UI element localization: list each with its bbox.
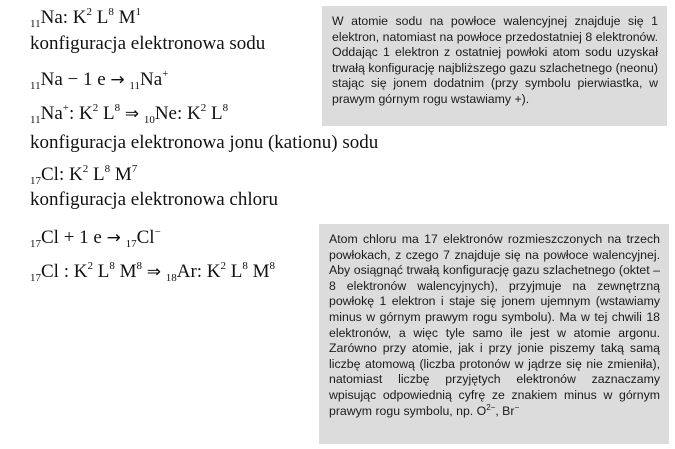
shell-count: 8 xyxy=(108,6,114,18)
shell-label: L xyxy=(92,261,110,282)
element-symbol: Cl : K xyxy=(41,261,88,282)
shell-count: 8 xyxy=(242,260,248,272)
sodium-explanation-text: W atomie sodu na powłoce walencyjnej znajduje się 1 elektron, natomiast na powłoce przedostatniej 8 elektronów. Oddając 1 elektron z ostatniej powłoki atom sodu uzyskał trwałą konfigurację najbliższego gazu szlachetnego (neonu) stając się jonem dodatnim (przy symbolu pierwiastka, w prawym górnym rogu wstawiamy +). xyxy=(332,14,658,106)
implies-arrow-icon: ⇒ xyxy=(146,262,161,282)
shell-count: 2 xyxy=(220,260,227,272)
shell-count: 8 xyxy=(222,102,229,114)
reaction-arrow-icon: → xyxy=(110,70,125,90)
element-symbol: Ar: K xyxy=(176,261,221,282)
shell-label: L xyxy=(206,103,223,124)
atomic-number: 11 xyxy=(129,80,140,92)
shell-label: : K xyxy=(62,7,87,28)
shell-count: 8 xyxy=(269,260,276,272)
cl-ionization-equation xyxy=(30,226,161,250)
element-symbol: Na xyxy=(140,69,163,90)
cl-configuration xyxy=(30,163,138,187)
ion-charge: − xyxy=(514,402,520,412)
shell-count: 8 xyxy=(136,260,142,272)
shell-label: L xyxy=(226,261,243,282)
implies-arrow-icon: ⇒ xyxy=(124,104,140,124)
ion-charge: 2− xyxy=(486,402,496,412)
na-ion-caption: konfiguracja elektronowa jonu (kationu) sodu xyxy=(30,132,379,153)
shell-count: 2 xyxy=(200,102,207,114)
chlorine-explanation-box xyxy=(319,224,669,444)
atomic-number: 11 xyxy=(30,114,41,126)
element-symbol: Ne: K xyxy=(154,103,201,124)
na-configuration xyxy=(30,6,142,30)
reaction-arrow-icon: → xyxy=(106,228,121,248)
cl-caption: konfiguracja elektronowa chloru xyxy=(30,189,278,210)
ion-symbol: Br xyxy=(502,403,515,418)
atomic-number: 10 xyxy=(143,114,155,126)
na-ion-configuration xyxy=(30,102,229,126)
shell-label: M xyxy=(110,164,132,185)
ion-example-oxygen xyxy=(477,404,496,418)
cl-ion-configuration xyxy=(30,260,276,284)
shell-count: 7 xyxy=(131,163,138,175)
atomic-number: 18 xyxy=(165,272,177,284)
element-symbol: Na xyxy=(40,103,63,124)
atomic-number: 17 xyxy=(30,272,41,284)
element-symbol: Cl xyxy=(136,227,155,248)
shell-count: 8 xyxy=(114,102,121,114)
chlorine-explanation-text: Atom chloru ma 17 elektronów rozmieszczonych na trzech powłokach, z czego 7 znajduje się na powłoce walencyjnej. Aby osiągnąć trwałą konfigurację gazu szlachetnego (oktet – 8 elektronów walencyjnych), przyjmuje na zewnętrzną powłokę 1 elektron i staje się jonem ujemnym (wstawiamy minus w górnym prawym rogu symbolu). Ma w tej chwili 18 elektronów, a więc tyle samo ile jest w atomie argonu. Zarówno przy atomie, jak i przy jonie piszemy taką samą liczbę atomową (liczba protonów w jądrze się nie zmieniła), natomiast liczbę przyjętych elektronów zaznaczamy wpisując odpowiednią cyfrę ze znakiem minus w górnym prawym rogu symbolu, np. xyxy=(329,232,660,418)
element-symbol: Cl + 1 e xyxy=(41,227,107,248)
ion-charge: − xyxy=(154,226,161,238)
shell-count: 2 xyxy=(87,260,93,272)
ion-symbol: O xyxy=(476,403,487,418)
shell-count: 2 xyxy=(82,163,89,175)
element-symbol: Na xyxy=(40,69,63,90)
ion-example-bromine xyxy=(502,404,519,418)
ion-charge: + xyxy=(162,68,169,80)
atomic-number: 11 xyxy=(30,18,41,30)
separator: , xyxy=(495,403,503,418)
shell-count: 8 xyxy=(104,163,111,175)
na-ionization-equation xyxy=(30,68,169,92)
shell-count: 8 xyxy=(109,260,115,272)
na-caption: konfiguracja elektronowa sodu xyxy=(30,33,266,54)
element-symbol: Cl: K xyxy=(41,164,83,185)
element-symbol: Na xyxy=(40,7,63,28)
shell-label: : K xyxy=(68,103,93,124)
shell-label: M xyxy=(114,261,137,282)
shell-count: 2 xyxy=(92,102,99,114)
shell-count: 2 xyxy=(86,6,92,18)
shell-label: M xyxy=(247,261,270,282)
sodium-explanation-box xyxy=(322,6,667,126)
shell-label: L xyxy=(92,7,109,28)
ion-charge: + xyxy=(62,102,69,114)
atomic-number: 11 xyxy=(30,80,41,92)
shell-label: L xyxy=(88,164,105,185)
equation-term: − 1 e xyxy=(62,69,111,90)
shell-label: L xyxy=(98,103,115,124)
atomic-number: 17 xyxy=(125,238,137,250)
atomic-number: 17 xyxy=(30,238,41,250)
shell-count: 1 xyxy=(135,6,142,18)
atomic-number: 17 xyxy=(30,175,41,187)
shell-label: M xyxy=(113,7,136,28)
